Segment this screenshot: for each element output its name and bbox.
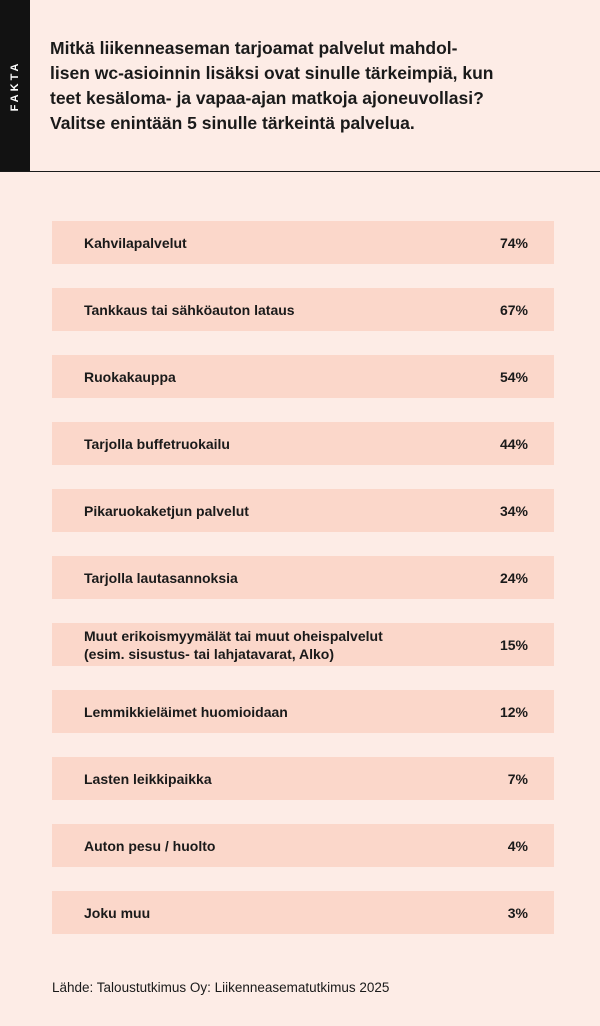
list-item [52,489,554,532]
item-label: Tarjolla lautasannoksia [84,569,238,586]
question-line: teet kesäloma- ja vapaa-ajan matkoja ajoneuvollasi? [50,88,484,108]
item-label: Auton pesu / huolto [84,837,216,854]
item-value: 4% [507,837,528,854]
item-value: 15% [499,636,528,653]
item-value: 44% [499,435,528,452]
list-item [52,221,554,264]
header [0,0,600,172]
item-label: Lasten leikkipaikka [84,770,212,787]
question-line: lisen wc-asioinnin lisäksi ovat sinulle tärkeimpiä, kun [50,63,494,83]
item-label: Lemmikkieläimet huomioidaan [84,703,288,720]
question-text [50,36,590,136]
source-note: Lähde: Taloustutkimus Oy: Liikenneasematutkimus 2025 [52,980,390,995]
item-value: 24% [499,569,528,586]
question-line: Valitse enintään 5 sinulle tärkeintä palvelua. [50,113,415,133]
item-value: 7% [507,770,528,787]
item-label: Kahvilapalvelut [84,234,187,251]
item-label: Joku muu [84,904,151,921]
item-label: Tarjolla buffetruokailu [84,435,230,452]
fakta-bar [0,0,30,171]
item-value: 54% [499,368,528,385]
item-value: 74% [499,234,528,251]
item-value: 67% [499,301,528,318]
list-item [52,288,554,331]
item-value: 3% [507,904,528,921]
list-item [52,623,554,666]
list-item [52,690,554,733]
list-item [52,556,554,599]
item-label: Ruokakauppa [84,368,176,385]
list-item [52,757,554,800]
list-item [52,824,554,867]
list-item [52,891,554,934]
item-value: 34% [499,502,528,519]
fakta-label: FAKTA [9,60,21,112]
item-label: Pikaruokaketjun palvelut [84,502,249,519]
list-item [52,422,554,465]
item-label: Muut erikoismyymälät tai muut oheispalvelut (esim. sisustus- tai lahjatavarat, Alko) [84,627,383,662]
list-item [52,355,554,398]
item-value: 12% [499,703,528,720]
question-line: Mitkä liikenneaseman tarjoamat palvelut mahdol- [50,38,458,58]
item-label: Tankkaus tai sähköauton lataus [84,301,295,318]
